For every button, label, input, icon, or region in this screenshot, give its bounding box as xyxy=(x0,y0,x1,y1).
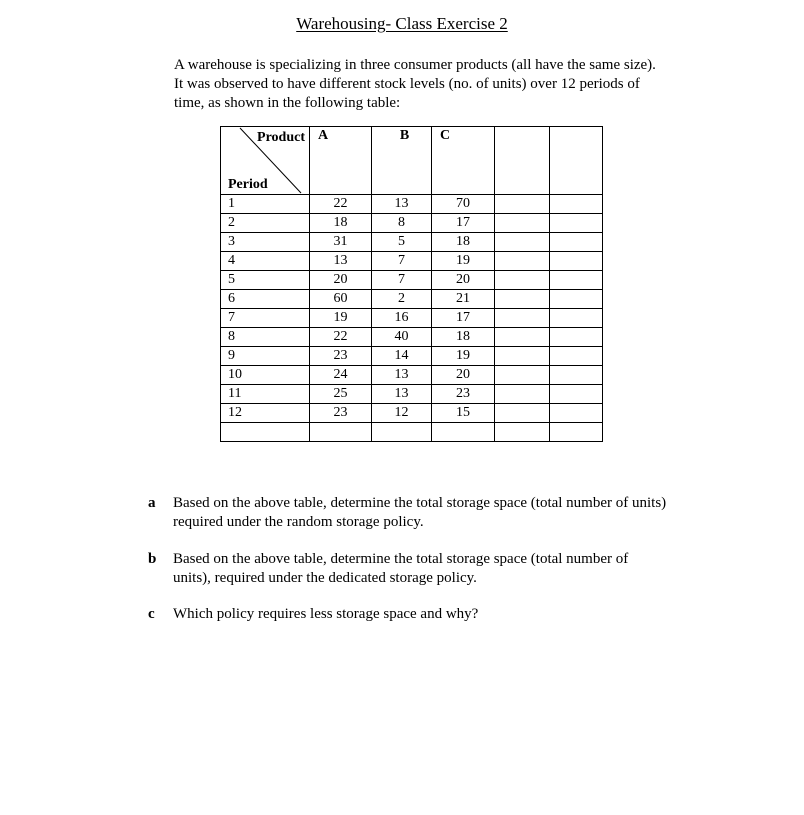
empty-cell xyxy=(495,290,550,309)
empty-cell xyxy=(495,328,550,347)
value-cell-c: 17 xyxy=(432,214,495,233)
table-row xyxy=(221,404,603,423)
period-cell: 11 xyxy=(221,385,310,404)
value-cell-b: 13 xyxy=(372,366,432,385)
value-cell-a: 23 xyxy=(310,347,372,366)
value-cell-a: 19 xyxy=(310,309,372,328)
value-cell-a: 25 xyxy=(310,385,372,404)
empty-cell xyxy=(495,195,550,214)
value-cell-c: 70 xyxy=(432,195,495,214)
value-cell-b: 13 xyxy=(372,385,432,404)
empty-header-cell xyxy=(550,127,603,195)
empty-cell xyxy=(550,385,603,404)
table-row xyxy=(221,290,603,309)
document-title: Warehousing- Class Exercise 2 xyxy=(296,14,508,33)
empty-cell xyxy=(550,423,603,442)
table-row xyxy=(221,366,603,385)
value-cell-c: 15 xyxy=(432,404,495,423)
value-cell-b: 12 xyxy=(372,404,432,423)
empty-cell xyxy=(495,347,550,366)
question-letter: a xyxy=(148,495,156,511)
table-row xyxy=(221,233,603,252)
column-header-a: A xyxy=(310,127,372,195)
table-row xyxy=(221,385,603,404)
empty-cell xyxy=(495,233,550,252)
table-row-empty xyxy=(221,423,603,442)
empty-cell xyxy=(495,271,550,290)
intro-line-3: time, as shown in the following table: xyxy=(174,95,401,111)
value-cell-c: 21 xyxy=(432,290,495,309)
empty-cell xyxy=(550,214,603,233)
empty-cell xyxy=(221,423,310,442)
question-a-line-1: Based on the above table, determine the total storage space (total number of units) xyxy=(173,495,667,511)
empty-cell xyxy=(432,423,495,442)
value-cell-a: 18 xyxy=(310,214,372,233)
value-cell-a: 13 xyxy=(310,252,372,271)
value-cell-a: 23 xyxy=(310,404,372,423)
value-cell-c: 23 xyxy=(432,385,495,404)
empty-cell xyxy=(495,423,550,442)
empty-header-cell xyxy=(495,127,550,195)
empty-cell xyxy=(550,195,603,214)
value-cell-a: 31 xyxy=(310,233,372,252)
period-cell: 5 xyxy=(221,271,310,290)
column-header-b: B xyxy=(372,127,432,195)
period-cell: 9 xyxy=(221,347,310,366)
question-a-line-2: required under the random storage policy. xyxy=(173,514,424,530)
value-cell-c: 19 xyxy=(432,347,495,366)
value-cell-a: 24 xyxy=(310,366,372,385)
period-cell: 6 xyxy=(221,290,310,309)
product-label: Product xyxy=(257,130,305,145)
empty-cell xyxy=(550,328,603,347)
empty-cell xyxy=(495,366,550,385)
value-cell-c: 19 xyxy=(432,252,495,271)
period-cell: 12 xyxy=(221,404,310,423)
empty-cell xyxy=(310,423,372,442)
period-cell: 3 xyxy=(221,233,310,252)
question-c xyxy=(148,605,728,624)
intro-line-2: It was observed to have different stock levels (no. of units) over 12 periods of xyxy=(174,76,640,92)
value-cell-a: 20 xyxy=(310,271,372,290)
stock-level-table xyxy=(220,126,603,442)
intro-paragraph xyxy=(174,56,704,113)
empty-cell xyxy=(550,233,603,252)
table-row xyxy=(221,271,603,290)
empty-cell xyxy=(550,290,603,309)
intro-line-1: A warehouse is specializing in three consumer products (all have the same size). xyxy=(174,57,656,73)
value-cell-b: 40 xyxy=(372,328,432,347)
table-header-row xyxy=(221,127,603,195)
value-cell-a: 22 xyxy=(310,328,372,347)
table-row xyxy=(221,195,603,214)
value-cell-b: 13 xyxy=(372,195,432,214)
period-cell: 1 xyxy=(221,195,310,214)
period-label: Period xyxy=(228,177,268,192)
table-row xyxy=(221,309,603,328)
value-cell-c: 18 xyxy=(432,328,495,347)
empty-cell xyxy=(550,347,603,366)
empty-cell xyxy=(550,252,603,271)
period-cell: 10 xyxy=(221,366,310,385)
question-a xyxy=(148,494,728,532)
period-cell: 8 xyxy=(221,328,310,347)
value-cell-c: 17 xyxy=(432,309,495,328)
empty-cell xyxy=(550,309,603,328)
value-cell-b: 7 xyxy=(372,271,432,290)
value-cell-b: 14 xyxy=(372,347,432,366)
value-cell-b: 8 xyxy=(372,214,432,233)
question-b xyxy=(148,550,728,588)
period-cell: 7 xyxy=(221,309,310,328)
empty-cell xyxy=(550,271,603,290)
value-cell-b: 7 xyxy=(372,252,432,271)
table-row xyxy=(221,214,603,233)
value-cell-c: 20 xyxy=(432,366,495,385)
table-row xyxy=(221,252,603,271)
empty-cell xyxy=(495,404,550,423)
value-cell-c: 18 xyxy=(432,233,495,252)
empty-cell xyxy=(372,423,432,442)
question-b-line-1: Based on the above table, determine the total storage space (total number of xyxy=(173,551,629,567)
questions-list xyxy=(148,494,728,642)
value-cell-a: 22 xyxy=(310,195,372,214)
value-cell-b: 16 xyxy=(372,309,432,328)
column-header-c: C xyxy=(432,127,495,195)
value-cell-c: 20 xyxy=(432,271,495,290)
value-cell-b: 5 xyxy=(372,233,432,252)
value-cell-a: 60 xyxy=(310,290,372,309)
table-row xyxy=(221,328,603,347)
question-letter: b xyxy=(148,551,157,567)
table-row xyxy=(221,347,603,366)
question-letter: c xyxy=(148,606,155,622)
period-cell: 4 xyxy=(221,252,310,271)
question-c-line-1: Which policy requires less storage space and why? xyxy=(173,606,479,622)
empty-cell xyxy=(495,309,550,328)
empty-cell xyxy=(495,252,550,271)
empty-cell xyxy=(495,214,550,233)
period-cell: 2 xyxy=(221,214,310,233)
product-period-header-cell xyxy=(221,127,310,195)
empty-cell xyxy=(495,385,550,404)
question-b-line-2: units), required under the dedicated storage policy. xyxy=(173,570,477,586)
empty-cell xyxy=(550,404,603,423)
empty-cell xyxy=(550,366,603,385)
value-cell-b: 2 xyxy=(372,290,432,309)
